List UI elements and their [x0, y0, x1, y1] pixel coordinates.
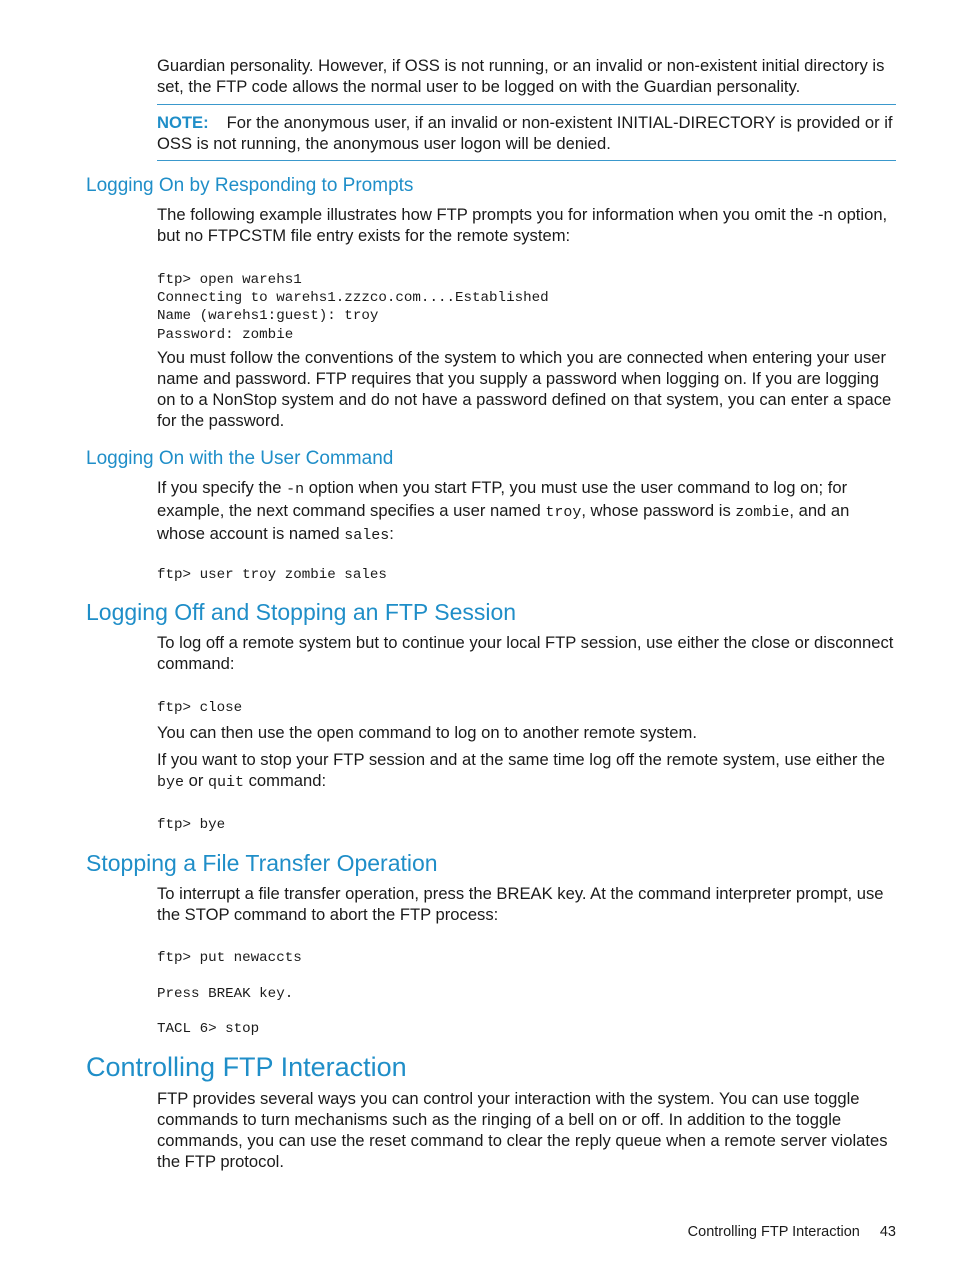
- logoff-code-close: ftp> close: [157, 700, 243, 716]
- inline-code-zombie: zombie: [735, 504, 790, 521]
- text-run: :: [389, 524, 394, 543]
- heading-logging-on-user-command: Logging On with the User Command: [86, 448, 394, 469]
- heading-logging-on-prompts: Logging On by Responding to Prompts: [86, 175, 414, 196]
- inline-code-quit: quit: [208, 774, 245, 791]
- footer-title: Controlling FTP Interaction: [687, 1224, 860, 1240]
- intro-paragraph: Guardian personality. However, if OSS is not running, or an invalid or non-existent initial directory is set, the FTP code allows the normal user to be logged on with the Guardian personality.: [157, 56, 885, 96]
- heading-controlling-ftp: Controlling FTP Interaction: [86, 1052, 407, 1082]
- user-command-paragraph: [157, 477, 897, 546]
- inline-code-n-option: -n: [286, 481, 305, 498]
- text-run: option when you start FTP, you must use the user command to log on; for example, the next command specifies a user named: [157, 478, 848, 520]
- text-run: If you specify the: [157, 478, 287, 497]
- page-number: 43: [879, 1224, 896, 1240]
- text-run: , and an whose account is named: [157, 501, 850, 543]
- stopping-paragraph: To interrupt a file transfer operation, press the BREAK key. At the command interpreter prompt, use the STOP command to abort the FTP process:: [157, 884, 884, 924]
- stopping-code-put: ftp> put newaccts: [157, 950, 302, 966]
- logoff-code-bye: ftp> bye: [157, 817, 226, 833]
- logoff-paragraph-2: You can then use the open command to log on to another remote system.: [157, 723, 697, 742]
- prompts-paragraph-2: You must follow the conventions of the system to which you are connected when entering your user name and password. FTP requires that you supply a password when logging on. If you are logging on to a NonStop system and do not have a password defined on that system, you can enter a space for the password.: [157, 348, 892, 430]
- note-box: [157, 112, 897, 154]
- heading-stopping-transfer: Stopping a File Transfer Operation: [86, 850, 438, 876]
- page-footer: [688, 1222, 896, 1242]
- text-run: command:: [244, 771, 327, 790]
- text-run: If you want to stop your FTP session and at the same time log off the remote system, use either the: [157, 750, 886, 769]
- logoff-paragraph-3: [157, 749, 897, 793]
- stopping-code-break: Press BREAK key.: [157, 986, 294, 1002]
- controlling-paragraph: FTP provides several ways you can control your interaction with the system. You can use toggle commands to turn mechanisms such as the ringing of a bell on or off. In addition to the toggle commands, you can use the reset command to clear the reply queue when a remote server violates the FTP protocol.: [157, 1089, 888, 1171]
- user-command-code: ftp> user troy zombie sales: [157, 567, 387, 583]
- inline-code-sales: sales: [344, 527, 390, 544]
- text-run: or: [184, 771, 208, 790]
- logoff-paragraph-1: To log off a remote system but to continue your local FTP session, use either the close or disconnect command:: [157, 633, 894, 673]
- heading-logging-off: Logging Off and Stopping an FTP Session: [86, 599, 517, 625]
- text-run: , whose password is: [581, 501, 736, 520]
- note-bottom-rule: [157, 160, 896, 161]
- inline-code-bye: bye: [157, 774, 185, 791]
- prompts-paragraph-1: The following example illustrates how FTP prompts you for information when you omit the -n option, but no FTPCSTM file entry exists for the remote system:: [157, 205, 888, 245]
- note-top-rule: [157, 104, 896, 105]
- stopping-code-stop: TACL 6> stop: [157, 1021, 260, 1037]
- prompts-code-example: ftp> open warehs1 Connecting to warehs1.zzzco.com....Established Name (warehs1:guest): troy Password: zombie: [157, 272, 549, 343]
- note-label: NOTE:: [157, 113, 209, 132]
- note-text: For the anonymous user, if an invalid or non-existent INITIAL-DIRECTORY is provided or if OSS is not running, the anonymous user logon will be denied.: [157, 113, 893, 153]
- inline-code-troy: troy: [545, 504, 582, 521]
